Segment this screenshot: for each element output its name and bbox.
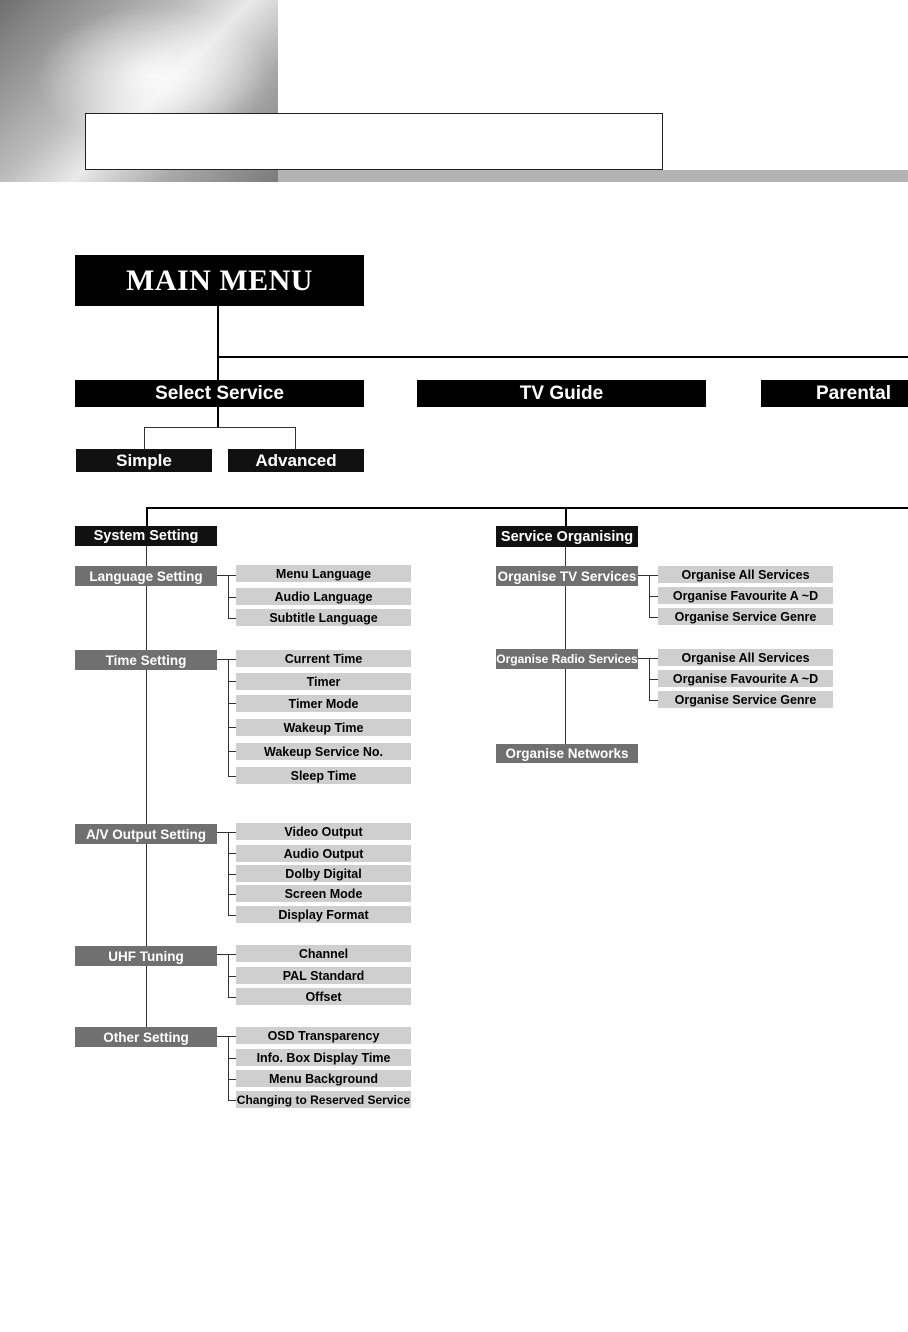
subtitle-language-item: Subtitle Language — [236, 609, 411, 626]
sleep-time-item: Sleep Time — [236, 767, 411, 784]
radio-organise-all-services-item: Organise All Services — [658, 649, 833, 666]
info-box-display-time-item: Info. Box Display Time — [236, 1049, 411, 1066]
menu-language-item: Menu Language — [236, 565, 411, 582]
menu-background-item: Menu Background — [236, 1070, 411, 1087]
organise-networks-node: Organise Networks — [496, 744, 638, 763]
audio-output-item: Audio Output — [236, 845, 411, 862]
channel-item: Channel — [236, 945, 411, 962]
service-organising-node: Service Organising — [496, 526, 638, 547]
tv-guide-node: TV Guide — [417, 380, 706, 407]
timer-mode-item: Timer Mode — [236, 695, 411, 712]
time-setting-node: Time Setting — [75, 650, 217, 670]
uhf-tuning-node: UHF Tuning — [75, 946, 217, 966]
audio-language-item: Audio Language — [236, 588, 411, 605]
display-format-item: Display Format — [236, 906, 411, 923]
current-time-item: Current Time — [236, 650, 411, 667]
timer-item: Timer — [236, 673, 411, 690]
tv-organise-all-services-item: Organise All Services — [658, 566, 833, 583]
screen-mode-item: Screen Mode — [236, 885, 411, 902]
simple-node: Simple — [76, 449, 212, 472]
pal-standard-item: PAL Standard — [236, 967, 411, 984]
tv-organise-favourite-item: Organise Favourite A ~D — [658, 587, 833, 604]
organise-radio-services-node: Organise Radio Services — [496, 649, 638, 669]
select-service-node: Select Service — [75, 380, 364, 407]
advanced-node: Advanced — [228, 449, 364, 472]
wakeup-service-no-item: Wakeup Service No. — [236, 743, 411, 760]
radio-organise-service-genre-item: Organise Service Genre — [658, 691, 833, 708]
dolby-digital-item: Dolby Digital — [236, 865, 411, 882]
tv-organise-service-genre-item: Organise Service Genre — [658, 608, 833, 625]
av-output-setting-node: A/V Output Setting — [75, 824, 217, 844]
wakeup-time-item: Wakeup Time — [236, 719, 411, 736]
parental-node: Parental — [761, 380, 908, 407]
changing-to-reserved-service-item: Changing to Reserved Service — [236, 1092, 411, 1107]
radio-organise-favourite-item: Organise Favourite A ~D — [658, 670, 833, 687]
main-menu-node: MAIN MENU — [75, 255, 364, 306]
language-setting-node: Language Setting — [75, 566, 217, 586]
other-setting-node: Other Setting — [75, 1027, 217, 1047]
system-setting-node: System Setting — [75, 526, 217, 546]
osd-transparency-item: OSD Transparency — [236, 1027, 411, 1044]
header-title-box — [85, 113, 663, 170]
video-output-item: Video Output — [236, 823, 411, 840]
organise-tv-services-node: Organise TV Services — [496, 566, 638, 586]
offset-item: Offset — [236, 988, 411, 1005]
header-bar — [278, 170, 908, 182]
